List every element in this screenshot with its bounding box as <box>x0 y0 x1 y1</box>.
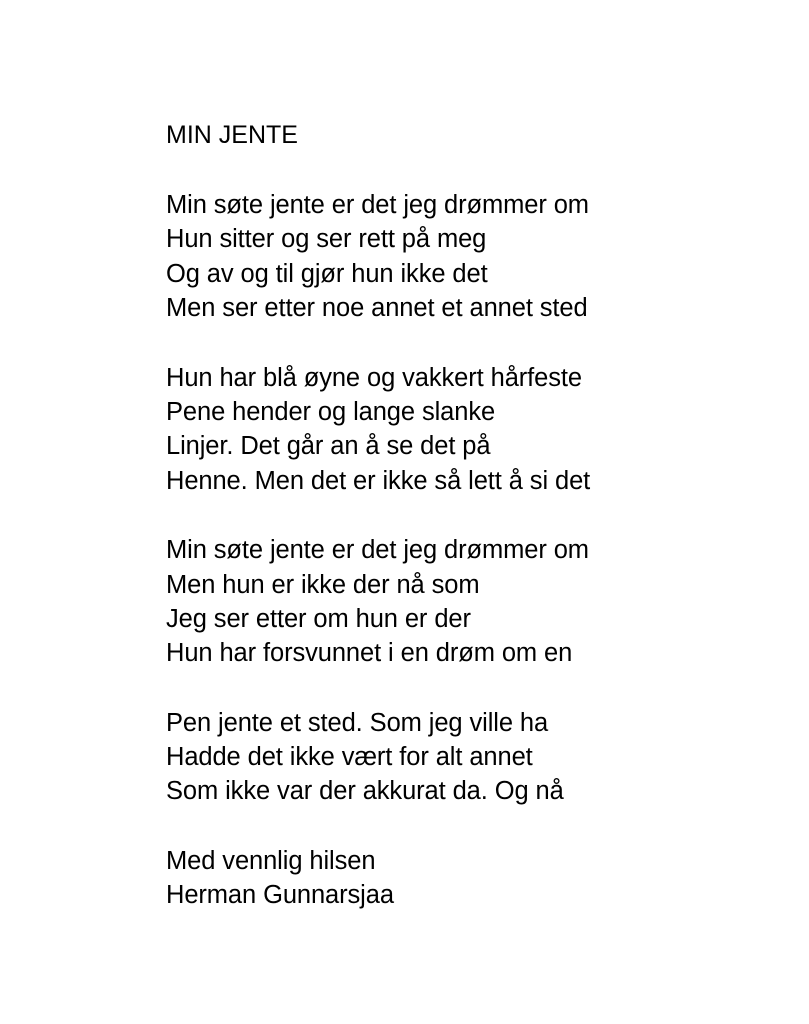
author-name: Herman Gunnarsjaa <box>166 881 394 910</box>
closing-salutation: Med vennlig hilsen <box>166 846 376 875</box>
poem-line: Hun har forsvunnet i en drøm om en <box>166 639 573 668</box>
poem-line: Pene hender og lange slanke <box>166 397 496 426</box>
poem-line: Min søte jente er det jeg drømmer om <box>166 191 589 219</box>
poem-line: Hun har blå øyne og vakkert hårfeste <box>166 363 582 392</box>
poem-line: Hadde det ikke vært for alt annet <box>166 743 533 772</box>
poem-line: Som ikke var der akkurat da. Og nå <box>166 777 564 806</box>
poem-line: Men hun er ikke der nå som <box>166 570 480 599</box>
poem-line: Jeg ser etter om hun er der <box>166 604 471 633</box>
poem <box>166 118 766 913</box>
poem-line: Og av og til gjør hun ikke det <box>166 259 488 288</box>
stanza-4 <box>166 706 766 809</box>
poem-line: Pen jente et sted. Som jeg ville ha <box>166 708 549 737</box>
poem-line: Min søte jente er det jeg drømmer om <box>166 536 589 565</box>
poem-line: Linjer. Det går an å se det på <box>166 432 491 461</box>
poem-line: Hun sitter og ser rett på meg <box>166 225 487 254</box>
stanza-3 <box>166 533 766 671</box>
stanza-2 <box>166 361 766 499</box>
closing <box>166 844 766 913</box>
poem-line: Men ser etter noe annet et annet sted <box>166 294 588 323</box>
poem-line: Henne. Men det er ikke så lett å si det <box>166 466 591 495</box>
stanza-1 <box>166 188 766 326</box>
poem-title: MIN JENTE <box>166 121 298 149</box>
